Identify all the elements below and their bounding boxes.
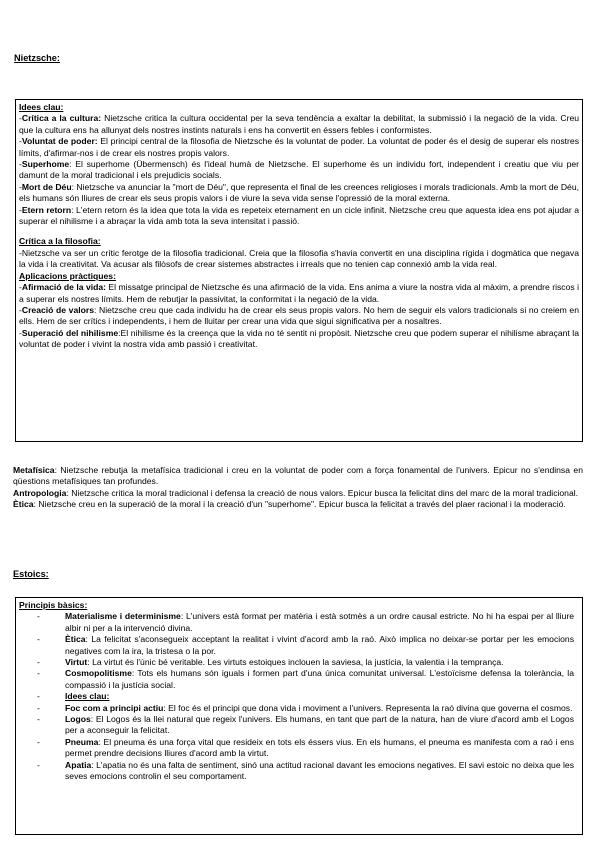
estoics-box: [15, 597, 583, 835]
critica-heading: Crítica a la filosofia:: [19, 236, 101, 247]
idea-item: -Crítica a la cultura: Nietzsche critica la cultura occidental per la seva tendència a exaltar la debilitat, la submissió i la negació de la vida. Creu que la cultura ens ha allunyat dels nostres instints naturals i ens ha convertit en éssers febles i conformistes.: [19, 113, 580, 135]
critica-text: -Nietzsche va ser un crític ferotge de la filosofia tradicional. Creia que la filosofia s'havia convertit en una disciplina rígida i dogmàtica que negava la vida i la creativitat. Va acusar als filòsofs de crear sistemes abstractes i irreals que no tenien cap connexió amb la vida real.: [19, 247, 579, 270]
idea-item: -Etern retorn: L'etern retorn és la idea que tota la vida es repeteix eternament en un cicle infinit. Nietzsche creu que aquesta idea ens pot ajudar a superar el nihilisme i a abraçar la vida amb tota la seva intensitat i passió.: [19, 204, 579, 227]
comparison-block: [13, 465, 583, 511]
idea-item: -Superhome: El superhome (Übermensch) és l'ideal humà de Nietzsche. El superhome és un individu fort, independent i creatiu que viu per damunt de la moral tradicional i els prejudicis socials.: [19, 159, 579, 181]
principis-list: [19, 611, 574, 782]
list-item: - Apatia: L'apatia no és una falta de sentiment, sinó una actitud racional davant les emocions negatives. El savi estoic no deixa que les seves emocions controlin el seu comportament.: [37, 759, 574, 782]
aplicacio-item: -Afirmació de la vida: El missatge principal de Nietzsche és una afirmació de la vida. Ens anima a viure la nostra vida al màxim, a prendre riscos i a superar els nostres límits. Hem de rebutjar la passivitat, la conformitat i la negació de la vida.: [19, 282, 579, 304]
aplicacions-heading: Aplicacions pràctiques:: [19, 270, 116, 281]
idea-item: -Voluntat de poder: El principi central de la filosofia de Nietzsche és la voluntat de poder. La voluntat de poder és el desig de superar els nostres límits, d'afirmar-nos i de crear els nostres propis valors.: [19, 136, 579, 158]
list-item: - Foc com a principi actiu: El foc és el principi que dona vida i moviment a l'univers. Representa la raó divina que governa el cosmos.: [37, 702, 573, 713]
nietzsche-box: [15, 99, 583, 442]
metafisica-paragraph: Metafísica: Nietzsche rebutja la metafísica tradicional i creu en la voluntat de poder com a força fonamental de l'univers. Epicur no s'endinsa en qüestions metafísiques tan profundes.: [13, 465, 583, 487]
list-item: - Logos: El Logos és la llei natural que regeix l'univers. Els humans, en tant que part de la natura, han de viure d'acord amb el Logos per a aconseguir la felicitat.: [37, 714, 574, 736]
etica-paragraph: Ètica: Nietzsche creu en la superació de la moral i la creació d'un "superhome". Epicur busca la felicitat a través del plaer racional i la moderació.: [13, 499, 566, 510]
list-item: - Pneuma: El pneuma és una força vital que resideix en tots els éssers vius. En els humans, el pneuma es manifesta com a raó i ens permet prendre decisions lliures d'acord amb la virtut.: [37, 736, 574, 759]
aplicacio-item: -Superació del nihilisme:El nihilisme és la creença que la vida no té sentit ni propòsit. Nietzsche creu que podem superar el nihilisme abraçant la voluntat de poder i vivint la nostra vida amb passió i creativitat.: [19, 327, 579, 350]
estoics-title: Estoics:: [13, 569, 49, 579]
list-item: - Materialisme i determinisme: L'univers està format per matèria i està sotmès a un ordre causal estricte. No hi ha espai per al lliure albir ni per a la intervenció divina.: [37, 611, 574, 633]
idees-clau-heading: Idees clau:: [19, 102, 64, 112]
nietzsche-title: Nietzsche:: [14, 53, 60, 63]
aplicacio-item: -Creació de valors: Nietzsche creu que cada individu ha de crear els seus propis valors. No hem de seguir els valors tradicionals si no creiem en ells. Hem de ser crítics i independents, i hem de lluitar per crear una vida que sigui significativa per a nosaltres.: [19, 304, 579, 327]
principis-heading: Principis bàsics:: [19, 600, 88, 610]
list-item: - Ètica: La felicitat s'aconsegueix acceptant la realitat i vivint d'acord amb la raó. Això implica no deixar-se portar per les emocions negatives com la ira, la tristesa o la por.: [37, 634, 574, 656]
list-item: - Idees clau:: [37, 691, 110, 702]
list-item: - Virtut: La virtut és l'únic bé veritable. Les virtuts estoiques inclouen la saviesa, la justícia, la valentia i la temprança.: [37, 657, 504, 668]
idea-item: -Mort de Déu: Nietzsche va anunciar la "mort de Déu", que representa el final de les creences religioses i morals tradicionals. Amb la mort de Déu, els humans són lliures de crear els seus propis valors i de viure la seva vida sense l'opressió de la moral externa.: [19, 181, 579, 204]
antropologia-paragraph: Antropologia: Nietzsche critica la moral tradicional i defensa la creació de nous valors. Epicur busca la felicitat dins del marc de la moral tradicional.: [13, 487, 579, 498]
list-item: - Cosmopolitisme: Tots els humans són iguals i formen part d'una única comunitat universal. L'estoïcisme defensa la tolerància, la compassió i la justícia social.: [37, 668, 574, 690]
